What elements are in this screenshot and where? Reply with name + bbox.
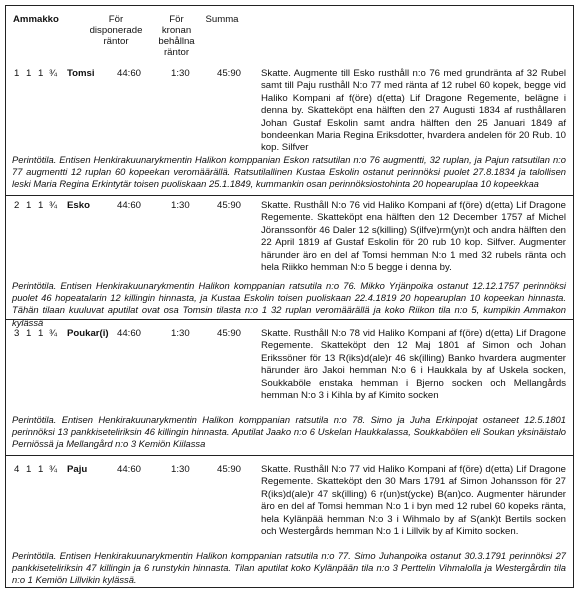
entry-kron: 1:30 — [171, 328, 190, 339]
entry-name: Poukar(i) — [67, 328, 109, 339]
entry-kron: 1:30 — [171, 68, 190, 79]
entry-number: 1 — [14, 68, 20, 79]
entry-disp: 44:60 — [117, 200, 142, 211]
entry-kron: 1:30 — [171, 200, 190, 211]
entry-description: Skatte. Rusthåll N:o 76 vid Haliko Kompani af f(öre) d(etta) Lif Dragone Regemente. Skatteköpt ena hälften den 12 December 1757 af Michel Jöranssonför 46 Daler 12 s(killing) S(ilfve)rm(yn)t och andra hälften den 22 April 1819 af Gustaf Eskolin för 20 rub 10 kop. Silfver. Augmenter härunder äro en del af Tomsi hemman N:o 1 med 32 rubels ränta och hela Riikko hemman N:o 5 begge i denna by. — [261, 200, 566, 274]
entry-note: Perintötila. Entisen Henkirakuunarykmentin Halikon komppanian ratsutila n:o 78. Simo ja Juha Erkinpojat ostaneet 12.5.1801 perinnöksi 13 pankkiseteliriksin 46 killingin hinnasta. Aputilat Jaako n:o 6 Uskelan Haukkalassa, Soukkabölen eli Soukan yksinäistalo Perniössä ja Mellangård n:o 3 Kemiön Kiilassa — [12, 414, 566, 450]
entry-summa: 45:90 — [217, 68, 242, 79]
entry-summa: 45:90 — [217, 464, 242, 475]
entry-disp: 44:60 — [117, 68, 142, 79]
document-frame: Ammakko För disponerade räntor För kronan behållna räntor Summa 1 1 1 ¾ Tomsi 44:60 1:30 45:90 Skatte. Augmente till Esko rusthåll n:o 76 med grundränta af 32 Rubel samt till Paju rusthåll N:o 77 med ränta af 12 rubel 60 kopek, begge vid Haliko Kompani af f(öre) d(etta) Lif Dragone Regemente, belägne i denna by. Skatteköpt ena hälften den 27 Augusti 1834 af rusthållaren Johan Gustaf Eskolin samt andra hälften den 25 Januari 1849 af bondeenkan Maria Regina Eriksdotter, hvardera andelen för 20 Rub. 10 kop. Silfver Perintötila. Entisen Henkirakuunarykmentin Halikon komppanian Eskon ratsutilan n:o 76 augmentti, 32 ruplan, ja Pajun ratsutilan n:o 77 augmentti 12 ruplan 60 kopeekan veromäärällä. Ratsutilallinen Kustaa Eskolin ostanut perinnöksi puolet 27.8.1834 ja talollisen leski Maria Regina Erkintytär toisen puoliskaan 25.1.1849, kummankin osan perinnöksiostohinta 20 hopearuplaa 10 kopeekkaa 2 1 1 ¾ Esko 44:60 1:30 45:90 Skatte. Rusthåll N:o 76 vid Haliko Kompani af f(öre) d(etta) Lif Dragone Regemente. Skatteköpt ena hälften den 12 December 1757 af Michel Jöranssonför 46 Daler 12 s(killing) S(ilfve)rm(yn)t och andra hälften den 22 April 1819 af Gustaf Eskolin för 20 rub 10 kop. Silfver. Augmenter härunder äro en del af Tomsi hemman N:o 1 med 32 rubels ränta och hela Riikko hemman N:o 5 begge i denna by. Perintötila. Entisen Henkirakuunarykmentin Halikon komppanian ratsutila n:o 76. Mikko Yrjänpoika ostanut 12.12.1757 perinnöksi puolet 46 hopeatalarin 12 killingin hinnasta, ja Kustaa Eskolin toisen puoliskaan 22.4.1819 20 hopearuplan 10 kopeekan hinnasta. Tähän tilaan kuuluvat aputilat ovat osa Tomsin tilasta n:o 1 32 ruplan veromäärällä ja koko Riikon tila n:o 5, kumpikin Ammakon kylässä 3 1 1 ¾ Poukar(i) 44:60 1:30 45:90 Skatte. Rusthåll N:o 78 vid Haliko Kompani af f(öre) d(etta) Lif Dragone Regemente. Skatteköpt den 12 Maj 1801 af Simon och Johan Erikssöner för 13 R(iks)d(ale)r 46 sk(illing) Banko hvardera augmenter härunder äro Jakoi hemman N:o 6 i Haukkala by af Uskela socken, Soukkaböle enstaka hemman i Bjerno socken och Mellangårds hemman N:o 3 i Kihla by af Kimito socken Perintötila. Entisen Henkirakuunarykmentin Halikon komppanian ratsutila n:o 78. Simo ja Juha Erkinpojat ostaneet 12.5.1801 perinnöksi 13 pankkiseteliriksin 46 killingin hinnasta. Aputilat Jaako n:o 6 Uskelan Haukkalassa, Soukkabölen eli Soukan yksinäistalo Perniössä ja Mellangård n:o 3 Kemiön Kiilassa 4 1 1 ¾ Paju 44:60 1:30 45:90 Skatte. Rusthåll N:o 77 vid Haliko Kompani af f(öre) d(etta) Lif Dragone Regemente. Skatteköpt den 30 Mars 1791 af Simon Johansson för 27 R(iks)d(ale)r 47 sk(illing) 6 r(un)st(ycke) B(an)co. Augmenter härunder äro en del af Tomsi hemman N:o 1 i byn med 12 rubel 60 kopeks ränta, hela Kylänpää hemman N:o 3 i Wihmalo by af S(ank)t Bertils socken och Westergårds hemman N:o 1 i Lillvik by af Kimito socken. Perintötila. Entisen Henkirakuunarykmentin Halikon komppanian ratsutila n:o 77. Simo Juhanpoika ostanut 30.3.1791 perinnöksi 27 pankkiseteliriksin 47 killingin ja 6 runstykin hinnasta. Tilan aputilat koko Kylänpään tila n:o 3 Perttelin Vihmalolla ja Westergårdin tila n:o 1 Kemiön Lillvikin kylässä. — [5, 5, 574, 588]
entry-name: Paju — [67, 464, 88, 475]
entry-note: Perintötila. Entisen Henkirakuunarykmentin Halikon komppanian Eskon ratsutilan n:o 76 augmentti, 32 ruplan, ja Pajun ratsutilan n:o 77 augmentti 12 ruplan 60 kopeekan veromäärällä. Ratsutilallinen Kustaa Eskolin ostanut perinnöksi puolet 27.8.1834 ja talollisen leski Maria Regina Erkintytär toisen puoliskaan 25.1.1849, kummankin osan perinnöksiostohinta 20 hopearuplaa 10 kopeekkaa — [12, 154, 566, 190]
entry-note: Perintötila. Entisen Henkirakuunarykmentin Halikon komppanian ratsutila n:o 76. Mikko Yrjänpoika ostanut 12.12.1757 perinnöksi puolet 46 hopeatalarin 12 killingin hinnasta, ja Kustaa Eskolin toisen puoliskaan 22.4.1819 20 hopearuplan 10 kopeekan hinnasta. Tähän tilaan kuuluvat aputilat ovat osa Tomsin tilasta n:o 1 32 ruplan veromäärällä ja koko Riikon tila n:o 5, kumpikin Ammakon kylässä — [12, 280, 566, 328]
entry-disp: 44:60 — [117, 464, 142, 475]
header-kronan: För kronan behållna räntor — [158, 14, 195, 58]
entry-summa: 45:90 — [217, 328, 242, 339]
entry-note: Perintötila. Entisen Henkirakuunarykmentin Halikon komppanian ratsutila n:o 77. Simo Juhanpoika ostanut 30.3.1791 perinnöksi 27 pankkiseteliriksin 47 killingin ja 6 runstykin hinnasta. Tilan aputilat koko Kylänpään tila n:o 3 Perttelin Vihmalolla ja Westergårdin tila n:o 1 Kemiön Lillvikin kylässä. — [12, 550, 566, 586]
entry-name: Tomsi — [67, 68, 95, 79]
header-disponerade: För disponerade räntor — [89, 14, 143, 47]
entry-description: Skatte. Augmente till Esko rusthåll n:o 76 med grundränta af 32 Rubel samt till Paju rusthåll N:o 77 med ränta af 12 rubel 60 kopek, begge vid Haliko Kompani af f(öre) d(etta) Lif Dragone Regemente, belägne i denna by. Skatteköpt ena hälften den 27 Augusti 1834 af rusthållaren Johan Gustaf Eskolin samt andra hälften den 25 Januari 1849 af bondeenkan Maria Regina Eriksdotter, hvardera andelen för 20 Rub. 10 kop. Silfver — [261, 68, 566, 154]
entry-number: 3 — [14, 328, 20, 339]
divider — [6, 319, 573, 320]
entry-name: Esko — [67, 200, 90, 211]
header-ammakko: Ammakko — [13, 14, 59, 25]
entry-number: 2 — [14, 200, 20, 211]
entry-description: Skatte. Rusthåll N:o 78 vid Haliko Kompani af f(öre) d(etta) Lif Dragone Regemente. Skatteköpt den 12 Maj 1801 af Simon och Johan Erikssöner för 13 R(iks)d(ale)r 46 sk(illing) Banko hvardera augmenter härunder äro Jakoi hemman N:o 6 i Haukkala by af Uskela socken, Soukkaböle enstaka hemman i Bjerno socken och Mellangårds hemman N:o 3 i Kihla by af Kimito socken — [261, 328, 566, 402]
divider — [6, 455, 573, 456]
divider — [6, 195, 573, 196]
entry-kron: 1:30 — [171, 464, 190, 475]
header-summa: Summa — [205, 14, 239, 25]
entry-disp: 44:60 — [117, 328, 142, 339]
entry-number: 4 — [14, 464, 20, 475]
entry-summa: 45:90 — [217, 200, 242, 211]
entry-description: Skatte. Rusthåll N:o 77 vid Haliko Kompani af f(öre) d(etta) Lif Dragone Regemente. Skatteköpt den 30 Mars 1791 af Simon Johansson för 27 R(iks)d(ale)r 47 sk(illing) 6 r(un)st(ycke) B(an)co. Augmenter härunder äro en del af Tomsi hemman N:o 1 i byn med 12 rubel 60 kopeks ränta, hela Kylänpää hemman N:o 3 i Wihmalo by af S(ank)t Bertils socken och Westergårds hemman N:o 1 i Lillvik by af Kimito socken. — [261, 464, 566, 538]
